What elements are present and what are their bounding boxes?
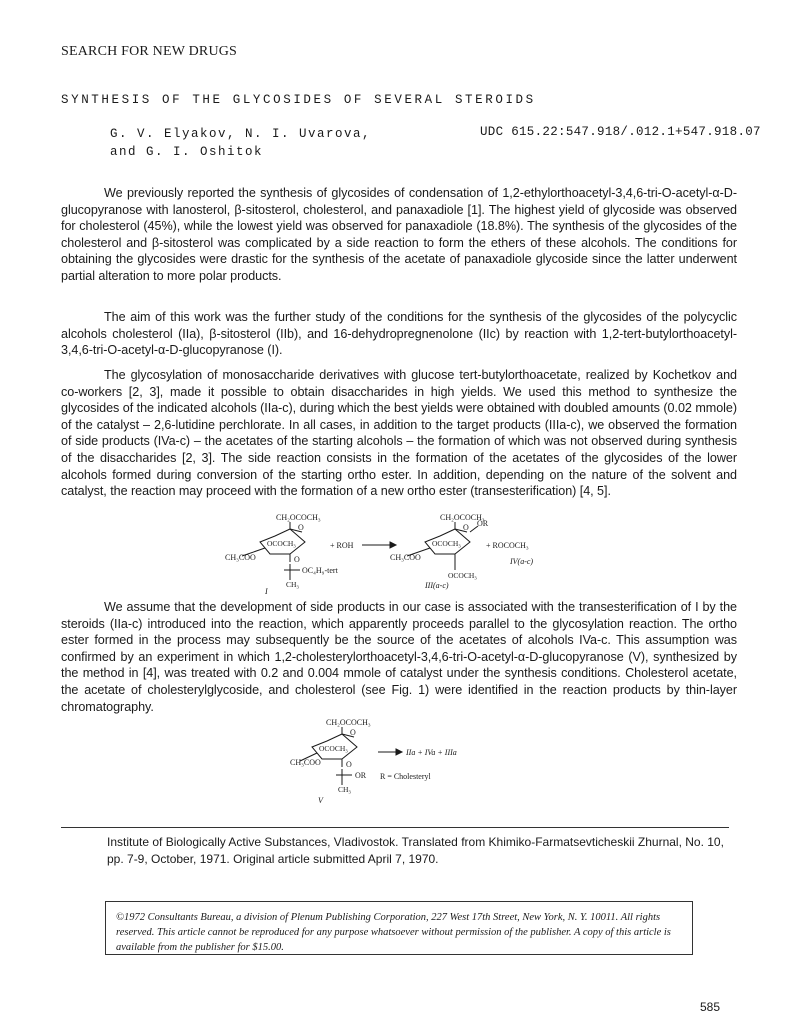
article-title: SYNTHESIS OF THE GLYCOSIDES OF SEVERAL STEROIDS (61, 93, 536, 107)
scheme1-o-left: O (294, 555, 300, 564)
compound-III-label: III(a-c) (425, 581, 449, 590)
paragraph-4: We assume that the development of side products in our case is associated with the transesterification of I by the steroids (IIa-c) introduced into the reaction, which apparently proceeds parallel to the glycosylation reaction. The ortho ester formed in the process may subsequently be the source of the acetates of alcohols IVa-c. This assumption was confirmed by an experiment in which 1,2-cholesterylorthoacetyl-3,4,6-tri-O-acetyl-α-D-glucopyranose (V), synthesized by the method in [4], was treated with 0.2 and 0.004 mmole of catalyst under the synthesis conditions. Cholesterol acetate, the acetate of cholesterylglycoside, and cholesterol (see Fig. 1) were identified in the reaction products by thin-layer chromatography. (61, 600, 737, 714)
page-number: 585 (700, 1000, 721, 1014)
scheme2-top: CH₂OCOCH₃ (326, 718, 371, 727)
scheme2-side: CH₃COO (290, 758, 321, 767)
scheme1-side-left: CH₃COO (225, 553, 256, 562)
scheme1-side-right: CH₃COO (390, 553, 421, 562)
footnote-divider (61, 827, 729, 828)
reaction-scheme-1 (220, 512, 580, 596)
molecule-V (300, 727, 357, 785)
reaction-arrow (362, 542, 396, 548)
udc-code: UDC 615.22:547.918/.012.1+547.918.07 (480, 125, 761, 139)
scheme2-products: IIa + IVa + IIIa (406, 748, 457, 757)
scheme1-or-label: OR (477, 519, 489, 528)
scheme2-ch3: CH₃ (338, 785, 352, 794)
paragraph-2: The aim of this work was the further study of the conditions for the synthesis of the glycosides of the polycyclic alcohols cholesterol (IIa), β-sitosterol (IIb), and 16-dehydropregnenolone (IIc) by reaction with 1,2-tert-butylorthoacetyl-3,4,6-tri-O-acetyl-α-D-glucopyranose (I). (61, 310, 737, 358)
scheme1-plus-roh: + ROH (330, 541, 354, 550)
scheme2-or: OR (355, 771, 367, 780)
compound-IV-label: IV(a-c) (510, 557, 534, 566)
scheme2-oac: OCOCH₃ (319, 744, 348, 753)
paragraph-3: The glycosylation of monosaccharide derivatives with glucose tert-butylorthoacetate, realized by Kochetkov and co-workers [2, 3], made it possible to obtain disaccharides in high yields. We used this method to synthesize the glycosides of the indicated alcohols (IIa-c), during which the best yields were obtained with doubled amounts (0.02 mmole) of the catalyst – 2,6-lutidine perchlorate. In all cases, in addition to the target products (IIIa-c), we observed the formation of side products (IVa-c) – the acetates of the starting alcohols – the formation of which was not observed during synthesis of the disaccharides [2, 3]. The side reaction consists in the formation of the acetates of the glycosides of the lower alcohols formed during conversion of the starting ortho ester. In addition, depending on the nature of the solvent and catalyst, the reaction may proceed with the formation of a new ortho ester (transesterification) [4, 5]. (61, 368, 737, 499)
scheme2-o: O (346, 760, 352, 769)
scheme2-ringo: O (350, 728, 356, 737)
scheme1-oac-left: OCOCH₃ (267, 539, 296, 548)
footnote: Institute of Biologically Active Substances, Vladivostok. Translated from Khimiko-Farmatsevticheskii Zhurnal, No. 10, pp. 7-9, October, 1971. Original article submitted April 7, 1970. (107, 835, 724, 866)
scheme1-ringo-right: O (463, 523, 469, 532)
authors (110, 125, 371, 161)
scheme1-top-right: CH₂OCOCH₃ (440, 513, 485, 522)
scheme1-ch3-left: CH₃ (286, 580, 300, 589)
copyright-text: ©1972 Consultants Bureau, a division of Plenum Publishing Corporation, 227 West 17th Street, New York, N. Y. 10011. All rights reserved. This article cannot be reproduced for any purpose whatsoever without permission of the publisher. A copy of this article is available from the publisher for $15.00. (116, 912, 671, 953)
authors-line-2: and G. I. Oshitok (110, 145, 264, 159)
paragraph-1: We previously reported the synthesis of glycosides of condensation of 1,2-ethylorthoacetyl-3,4,6-tri-O-acetyl-α-D-glucopyranose with lanosterol, β-sitosterol, cholesterol, and panaxadiole [1]. The highest yield of glycoside was observed for cholesterol (45%), while the lowest yield was observed for panaxadiole (18.8%). The synthesis of the glycosides of the cholesterol and β-sitosterol was complicated by a side reaction to form the ethers of these alcohols. The conditions for obtaining the glycosides were drastic for the synthesis of the acetate of panaxadiole glycoside since the latter underwent partial alteration to more polar products. (61, 186, 737, 283)
molecule-I (242, 522, 305, 580)
scheme1-plus-rococh3: + ROCOCH₃ (486, 541, 529, 550)
reaction-scheme-2 (290, 717, 500, 807)
section-heading: SEARCH FOR NEW DRUGS (61, 44, 238, 59)
scheme1-tert: OC₄H₉-tert (302, 566, 338, 575)
scheme2-r-label: R = Cholesteryl (380, 772, 431, 781)
authors-line-1: G. V. Elyakov, N. I. Uvarova, (110, 127, 372, 141)
scheme1-oac-right: OCOCH₃ (432, 539, 461, 548)
compound-I-label: I (265, 587, 268, 596)
compound-V-label: V (318, 796, 323, 805)
scheme2-arrow (378, 749, 402, 755)
copyright-box (105, 901, 693, 955)
scheme1-ringo-left: O (298, 523, 304, 532)
scheme1-top-left: CH₂OCOCH₃ (276, 513, 321, 522)
scheme1-ocoh3: OCOCH₃ (448, 571, 477, 580)
